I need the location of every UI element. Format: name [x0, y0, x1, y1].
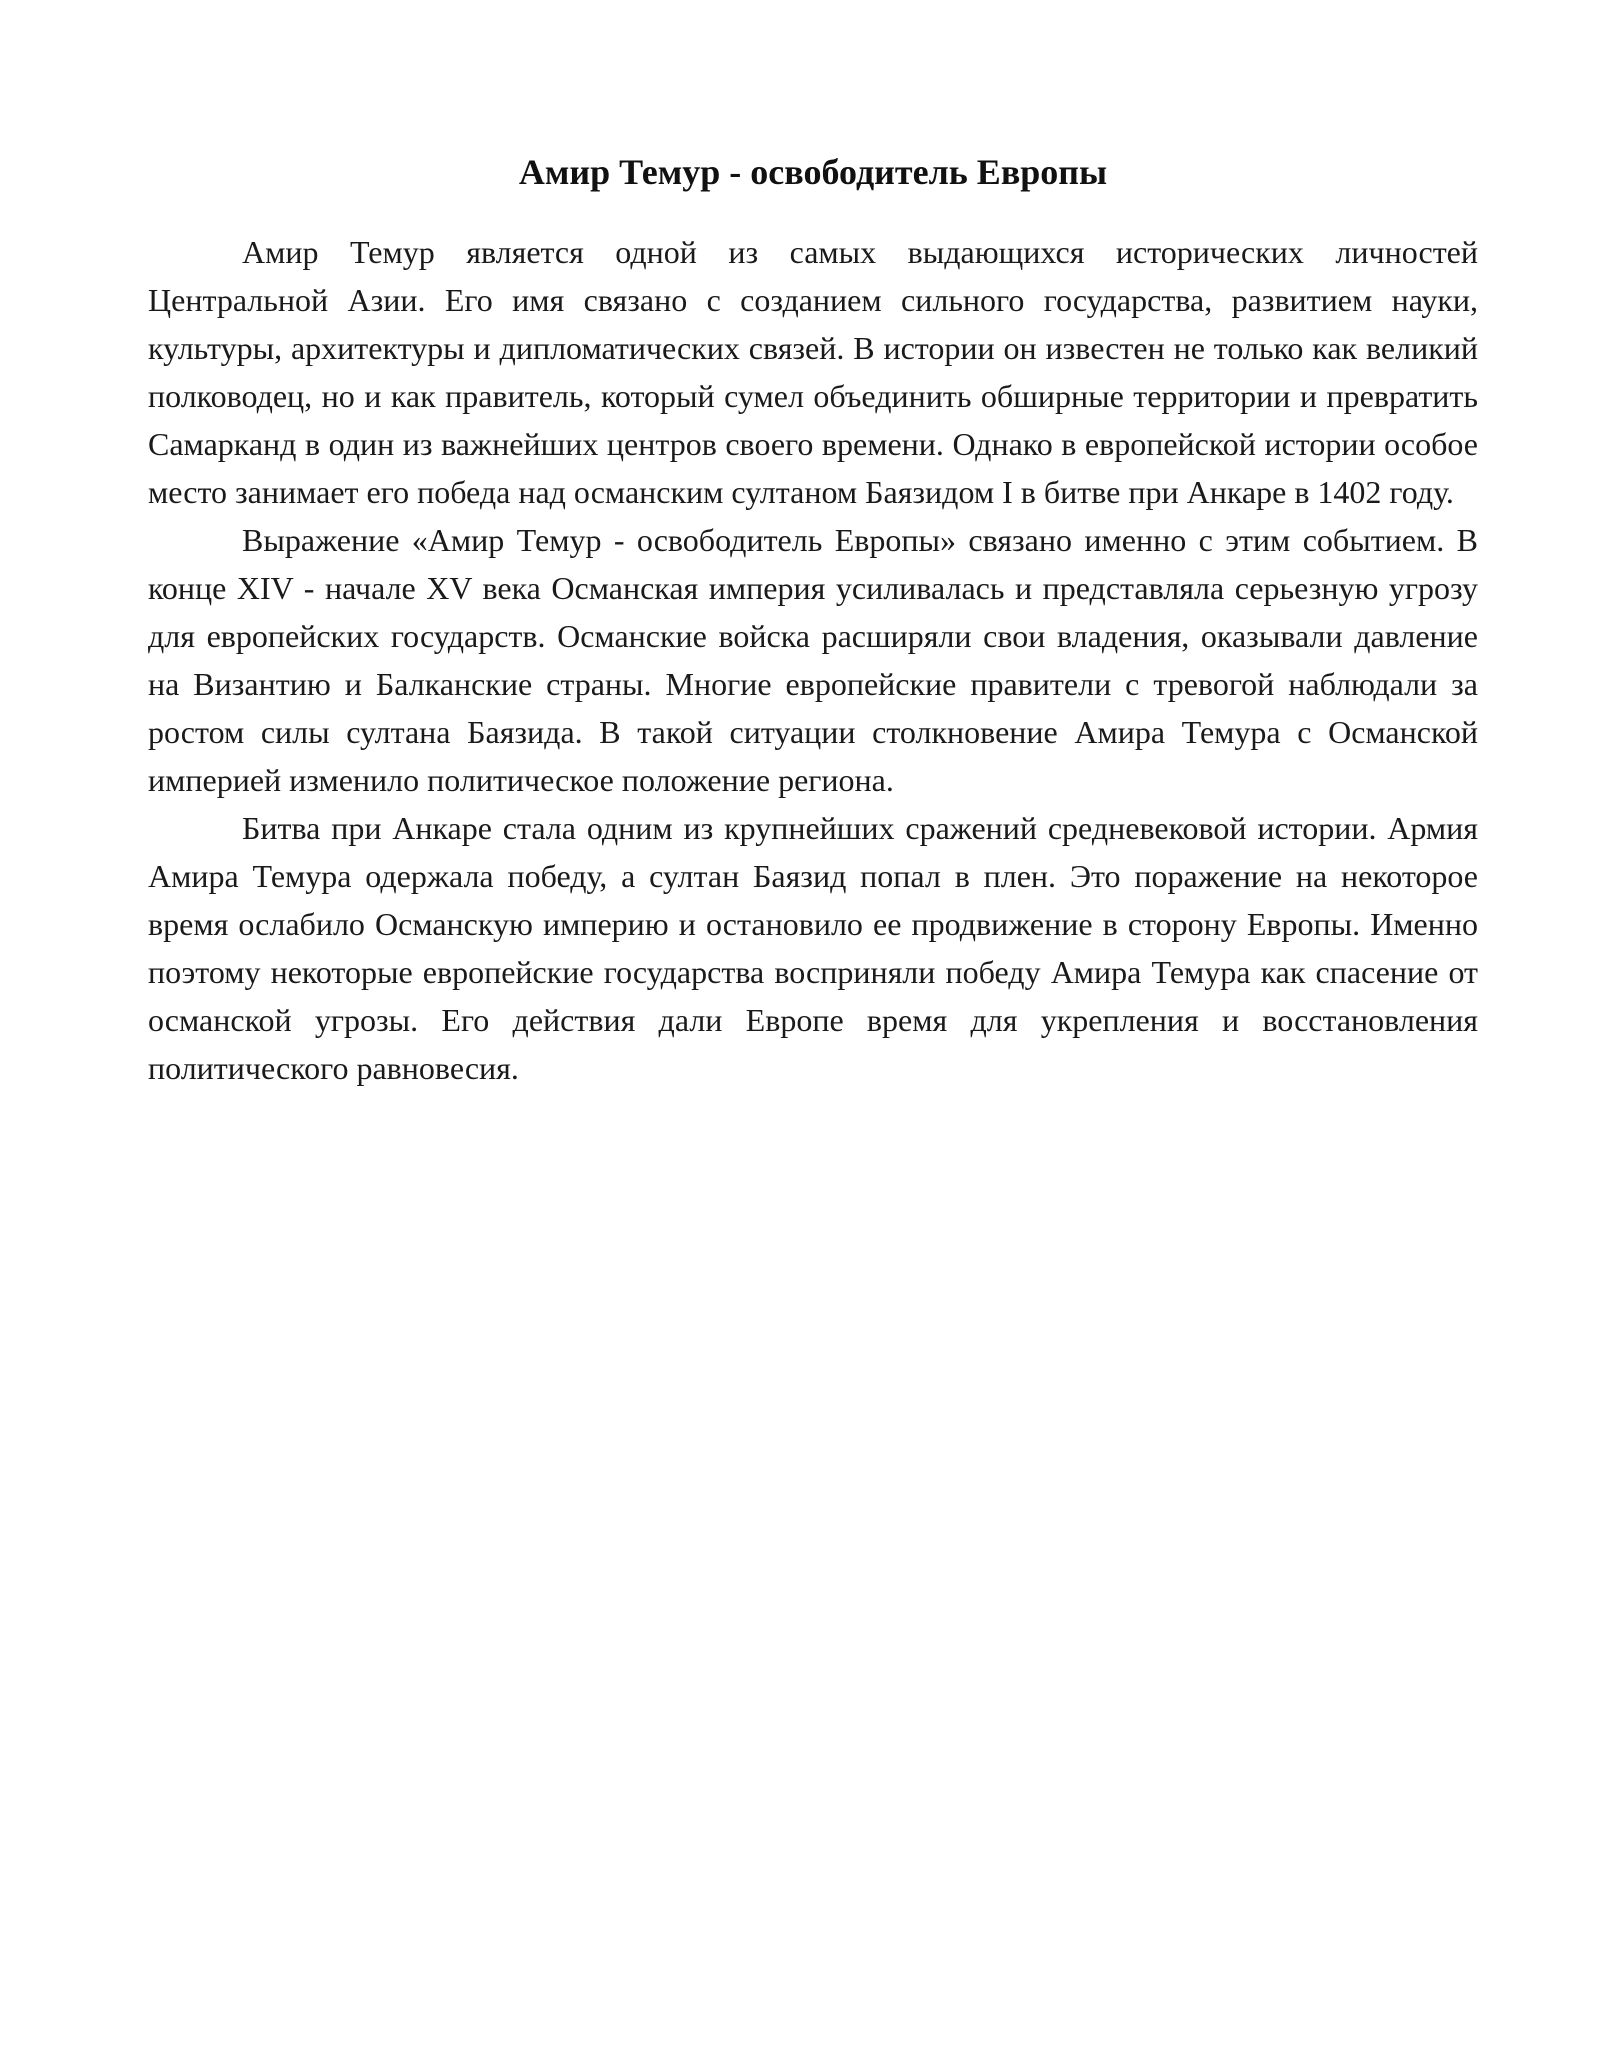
document-body [148, 148, 1478, 1092]
document-title: Амир Темур - освободитель Европы [518, 152, 1108, 192]
paragraph-3: Битва при Анкаре стала одним из крупнейших сражений средневековой истории. Армия Амира Темура одержала победу, а султан Баязид попал в плен. Это поражение на некоторое время ослабило Османскую империю и остановило ее продвижение в сторону Европы. Именно поэтому некоторые европейские государства восприняли победу Амира Темура как спасение от османской угрозы. Его действия дали Европе время для укрепления и восстановления политического равновесия. [148, 810, 1478, 1086]
paragraph-2: Выражение «Амир Темур - освободитель Европы» связано именно с этим событием. В конце XIV - начале XV века Османская империя усиливалась и представляла серьезную угрозу для европейских государств. Османские войска расширяли свои владения, оказывали давление на Византию и Балканские страны. Многие европейские правители с тревогой наблюдали за ростом силы султана Баязида. В такой ситуации столкновение Амира Темура с Османской империей изменило политическое положение региона. [148, 522, 1478, 798]
paragraph-1: Амир Темур является одной из самых выдающихся исторических личностей Центральной Азии. Его имя связано с созданием сильного государства, развитием науки, культуры, архитектуры и дипломатических связей. В истории он известен не только как великий полководец, но и как правитель, который сумел объединить обширные территории и превратить Самарканд в один из важнейших центров своего времени. Однако в европейской истории особое место занимает его победа над османским султаном Баязидом I в битве при Анкаре в 1402 году. [148, 234, 1478, 510]
